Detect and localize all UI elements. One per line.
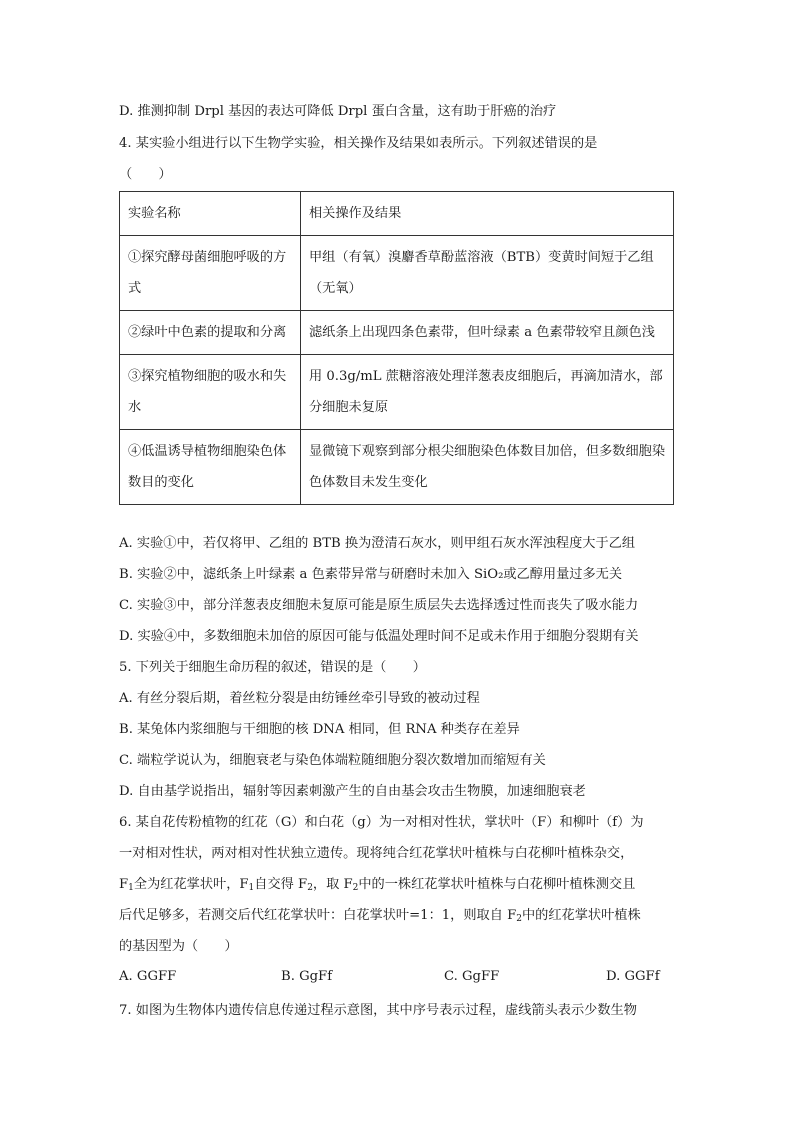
table-cell: ②绿叶中色素的提取和分离 — [120, 311, 301, 355]
table-cell: ①探究酵母菌细胞呼吸的方式 — [120, 236, 301, 311]
table-header-cell: 实验名称 — [120, 192, 301, 236]
table-row — [120, 236, 674, 311]
table-header-cell: 相关操作及结果 — [301, 192, 674, 236]
table-cell: ④低温诱导植物细胞染色体数目的变化 — [120, 430, 301, 505]
q5-option-d: D. 自由基学说指出，辐射等因素刺激产生的自由基会攻击生物膜，加速细胞衰老 — [119, 784, 586, 799]
q6-stem-line-4: 后代足够多，若测交后代红花掌状叶：白花掌状叶=1：1，则取自 $F_2$中的红花掌状叶植株 — [119, 908, 641, 924]
table-header-row — [120, 192, 674, 236]
table-cell: ③探究植物细胞的吸水和失水 — [120, 355, 301, 430]
q6-options — [119, 969, 679, 989]
q5-stem: 5. 下列关于细胞生命历程的叙述，错误的是（ ） — [119, 660, 426, 675]
table-cell: 滤纸条上出现四条色素带，但叶绿素 a 色素带较窄且颜色浅 — [301, 311, 674, 355]
q6-stem-line-1: 6. 某自花传粉植物的红花（G）和白花（g）为一对相对性状，掌状叶（F）和柳叶（f）为 — [119, 815, 644, 830]
q3-option-d: D. 推测抑制 Drpl 基因的表达可降低 Drpl 蛋白含量，这有助于肝癌的治疗 — [119, 104, 557, 119]
q5-option-a: A. 有丝分裂后期，着丝粒分裂是由纺锤丝牵引导致的被动过程 — [119, 691, 480, 706]
q4-option-d: D. 实验④中，多数细胞未加倍的原因可能与低温处理时间不足或未作用于细胞分裂期有关 — [119, 629, 639, 644]
q6-option-b: B. GgFf — [281, 969, 333, 984]
q6-stem-line-5: 的基因型为（ ） — [119, 939, 238, 954]
table-row — [120, 430, 674, 505]
q5-option-c: C. 端粒学说认为，细胞衰老与染色体端粒随细胞分裂次数增加而缩短有关 — [119, 753, 546, 768]
q6-option-a: A. GGFF — [119, 969, 177, 984]
q7-stem: 7. 如图为生物体内遗传信息传递过程示意图，其中序号表示过程，虚线箭头表示少数生物 — [119, 1003, 637, 1018]
table-row — [120, 355, 674, 430]
q6-stem-line-3: $F_1$全为红花掌状叶，$F_1$自交得 $F_2$，取 $F_2$中的一株红花掌状叶植株与白花柳叶植株测交且 — [119, 877, 636, 893]
q6-option-c: C. GgFF — [444, 969, 500, 984]
table-cell: 用 0.3g/mL 蔗糖溶液处理洋葱表皮细胞后，再滴加清水，部分细胞未复原 — [301, 355, 674, 430]
q4-option-b: B. 实验②中，滤纸条上叶绿素 a 色素带异常与研磨时未加入 SiO₂或乙醇用量过多无关 — [119, 567, 623, 582]
table-row — [120, 311, 674, 355]
table-cell: 甲组（有氧）溴麝香草酚蓝溶液（BTB）变黄时间短于乙组（无氧） — [301, 236, 674, 311]
q6-option-d: D. GGFf — [606, 969, 660, 984]
experiment-table — [119, 191, 674, 505]
q4-option-c: C. 实验③中，部分洋葱表皮细胞未复原可能是原生质层失去选择透过性而丧失了吸水能力 — [119, 598, 639, 613]
q5-option-b: B. 某兔体内浆细胞与干细胞的核 DNA 相同，但 RNA 种类存在差异 — [119, 722, 520, 737]
q4-option-a: A. 实验①中，若仅将甲、乙组的 BTB 换为澄清石灰水，则甲组石灰水浑浊程度大于乙组 — [119, 536, 636, 551]
table-cell: 显微镜下观察到部分根尖细胞染色体数目加倍，但多数细胞染色体数目未发生变化 — [301, 430, 674, 505]
q6-stem-line-2: 一对相对性状，两对相对性状独立遗传。现将纯合红花掌状叶植株与白花柳叶植株杂交， — [119, 846, 634, 861]
q4-answer-blank: （ ） — [119, 167, 172, 182]
q4-stem: 4. 某实验小组进行以下生物学实验，相关操作及结果如表所示。下列叙述错误的是 — [119, 136, 598, 151]
